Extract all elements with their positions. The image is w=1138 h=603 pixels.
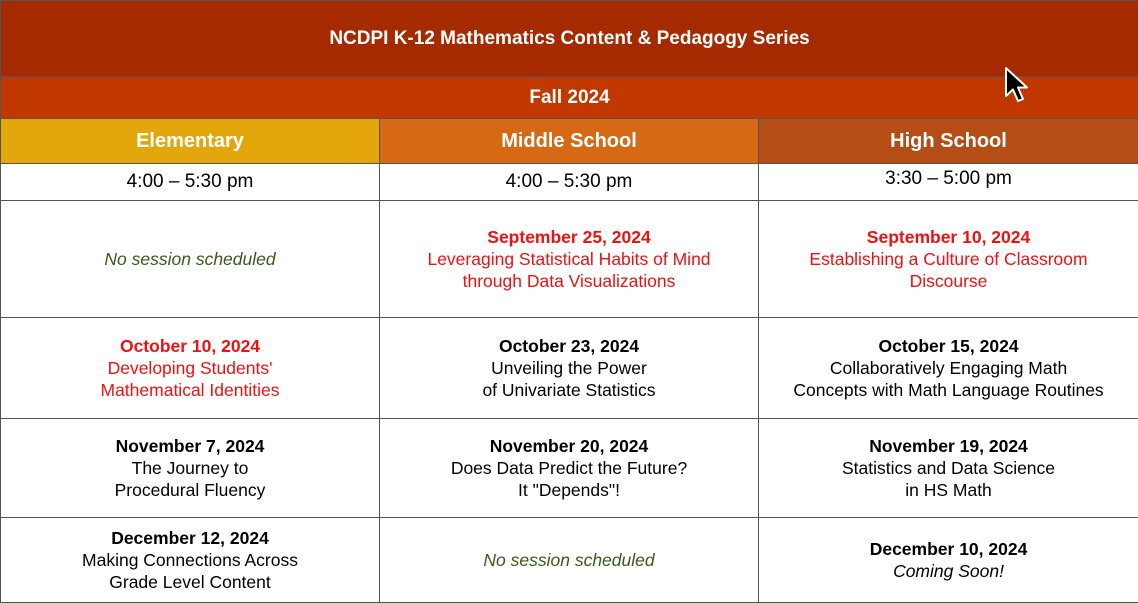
session-row [1, 518, 1138, 603]
session-cell-high-school [759, 518, 1138, 603]
title-row [1, 1, 1138, 77]
session-cell-high-school [759, 318, 1138, 419]
session-title-line: Does Data Predict the Future? [386, 457, 752, 479]
session-date: October 23, 2024 [386, 335, 752, 357]
session-cell-high-school [759, 201, 1138, 318]
session-cell-elementary [1, 318, 380, 419]
no-session-label: No session scheduled [104, 249, 275, 269]
session-cell-middle-school [380, 518, 759, 603]
time-elementary: 4:00 – 5:30 pm [1, 164, 380, 201]
session-title-line: of Univariate Statistics [386, 379, 752, 401]
session-title-line: Procedural Fluency [7, 479, 373, 501]
session-date: October 10, 2024 [7, 335, 373, 357]
arrow-cursor-icon [1004, 66, 1030, 106]
session-title-line: Establishing a Culture of Classroom [765, 248, 1132, 270]
session-title-line: Collaboratively Engaging Math [765, 357, 1132, 379]
column-header-row [1, 119, 1138, 164]
session-title-line: Concepts with Math Language Routines [765, 379, 1132, 401]
column-header-middle-school: Middle School [380, 119, 759, 164]
session-cell-elementary [1, 201, 380, 318]
session-date: November 20, 2024 [386, 435, 752, 457]
session-title-line: Grade Level Content [7, 571, 373, 593]
session-row [1, 419, 1138, 518]
session-row [1, 318, 1138, 419]
session-date: December 12, 2024 [7, 527, 373, 549]
session-title-line: It "Depends"! [386, 479, 752, 501]
session-title-line: through Data Visualizations [386, 270, 752, 292]
session-date: October 15, 2024 [765, 335, 1132, 357]
session-title-line: in HS Math [765, 479, 1132, 501]
no-session-label: No session scheduled [483, 550, 654, 570]
session-title-line: Leveraging Statistical Habits of Mind [386, 248, 752, 270]
session-cell-middle-school [380, 419, 759, 518]
session-title-line: Statistics and Data Science [765, 457, 1132, 479]
session-title-line: Mathematical Identities [7, 379, 373, 401]
coming-soon-label: Coming Soon! [765, 560, 1132, 582]
time-middle-school: 4:00 – 5:30 pm [380, 164, 759, 201]
session-title-line: Developing Students' [7, 357, 373, 379]
season-label: Fall 2024 [1, 77, 1138, 119]
time-row [1, 164, 1138, 201]
session-title-line: Making Connections Across [7, 549, 373, 571]
session-title-line: Discourse [765, 270, 1132, 292]
session-row [1, 201, 1138, 318]
session-cell-middle-school [380, 318, 759, 419]
column-header-high-school: High School [759, 119, 1138, 164]
session-title-line: The Journey to [7, 457, 373, 479]
session-cell-elementary [1, 518, 380, 603]
session-date: December 10, 2024 [765, 538, 1132, 560]
season-row [1, 77, 1138, 119]
session-date: November 19, 2024 [765, 435, 1132, 457]
session-date: September 25, 2024 [386, 226, 752, 248]
session-title-line: Unveiling the Power [386, 357, 752, 379]
time-high-school: 3:30 – 5:00 pm [759, 164, 1138, 201]
session-date: November 7, 2024 [7, 435, 373, 457]
column-header-elementary: Elementary [1, 119, 380, 164]
session-cell-middle-school [380, 201, 759, 318]
session-cell-elementary [1, 419, 380, 518]
session-date: September 10, 2024 [765, 226, 1132, 248]
series-title: NCDPI K-12 Mathematics Content & Pedagogy Series [1, 1, 1138, 77]
session-cell-high-school [759, 419, 1138, 518]
